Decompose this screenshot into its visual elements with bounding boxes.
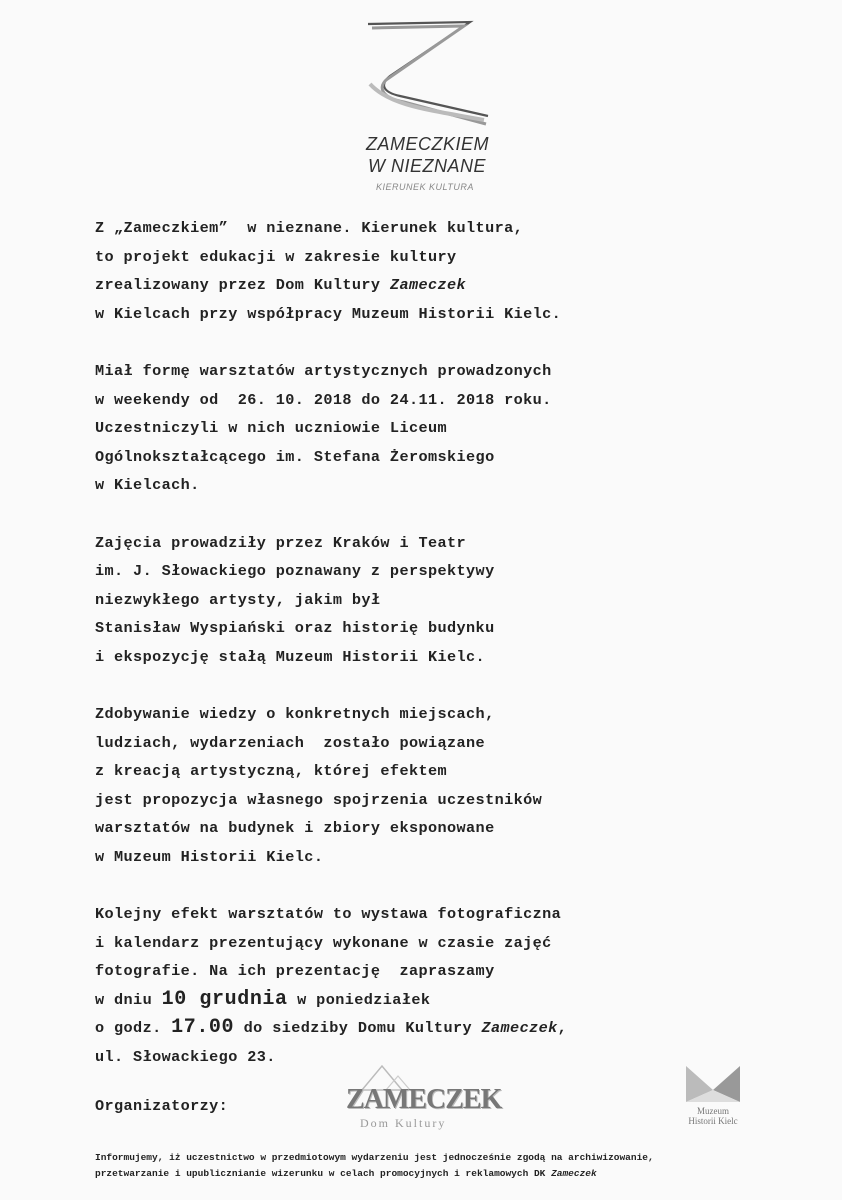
museum-logo-line-1: Muzeum xyxy=(697,1106,729,1116)
paragraph-3 xyxy=(95,529,795,672)
text-line: z kreacją artystyczną, której efektem xyxy=(95,762,448,780)
text-line: niezwykłego artysty, jakim był xyxy=(95,590,381,609)
logo-line-2: W NIEZNANE xyxy=(368,156,487,176)
italic-name: Zameczek xyxy=(481,1019,558,1037)
text-line: Kolejny efekt warsztatów to wystawa fotograficzna xyxy=(95,905,562,923)
text-line: to projekt edukacji w zakresie kultury xyxy=(95,247,457,266)
text-segment: , xyxy=(557,1019,568,1037)
text-line: im. J. Słowackiego poznawany z perspektywy xyxy=(95,562,495,580)
museum-logo-line-2: Historii Kielc xyxy=(688,1116,738,1126)
text-line: ludziach, wydarzeniach zostało powiązane xyxy=(95,733,486,752)
text-line: w weekendy od 26. 10. 2018 do 24.11. 2018 roku. xyxy=(95,390,552,409)
text-line: w Muzeum Historii Kielc. xyxy=(95,847,324,866)
logo-line-1: ZAMECZKIEM xyxy=(366,134,490,154)
text-line: fotografie. Na ich prezentację zapraszamy xyxy=(95,962,495,980)
paragraph-2 xyxy=(95,357,795,500)
text-line: Uczestniczyli w nich uczniowie Liceum xyxy=(95,419,448,437)
text-segment: do siedziby Domu Kultury xyxy=(234,1019,482,1037)
text-segment: w dniu xyxy=(95,990,162,1009)
museum-m-icon xyxy=(678,1060,748,1104)
zameczek-logo-subtitle: Dom Kultury xyxy=(360,1116,447,1130)
text-line: w Kielcach przy współpracy Muzeum Historii Kielc. xyxy=(95,304,562,323)
event-time-line xyxy=(95,1014,795,1043)
text-line: i kalendarz prezentujący wykonane w czasie zajęć xyxy=(95,933,552,952)
text-line: Zajęcia prowadziły przez Kraków i Teatr xyxy=(95,533,467,552)
text-line xyxy=(95,271,795,300)
italic-name: Zameczek xyxy=(389,276,467,294)
text-line: Z „Zameczkiem” w nieznane. Kierunek kultura, xyxy=(95,219,524,237)
zameczek-logo xyxy=(342,1062,502,1142)
text-line: warsztatów na budynek i zbiory eksponowane xyxy=(95,819,495,837)
logo-tagline: KIERUNEK KULTURA xyxy=(376,182,474,192)
paragraph-invitation xyxy=(95,900,795,1071)
event-time: 17.00 xyxy=(171,1016,235,1039)
text-line: Ogólnokształcącego im. Stefana Żeromskiego xyxy=(95,447,495,466)
zameczek-logo-name: ZAMECZEK xyxy=(346,1084,502,1115)
event-date-line xyxy=(95,986,795,1015)
footnote-line-2 xyxy=(95,1166,815,1182)
text-segment: zrealizowany przez Dom Kultury xyxy=(95,276,390,294)
event-date: 10 grudnia xyxy=(161,987,288,1011)
text-segment: przetwarzanie i upublicznianie wizerunku w celach promocyjnych i reklamowych DK xyxy=(95,1168,552,1179)
museum-logo xyxy=(678,1060,748,1140)
consent-footnote xyxy=(95,1150,815,1182)
italic-name: Zameczek xyxy=(551,1168,597,1179)
text-segment: o godz. xyxy=(95,1019,172,1037)
footnote-line-1: Informujemy, iż uczestnictwo w przedmiotowym wydarzeniu jest jednocześnie zgodą na archiwizowanie, xyxy=(95,1152,654,1163)
event-address: ul. Słowackiego 23. xyxy=(95,1047,276,1066)
organizers-label: Organizatorzy: xyxy=(95,1097,229,1115)
project-logo xyxy=(340,14,510,194)
text-line: i ekspozycję stałą Muzeum Historii Kielc. xyxy=(95,647,486,666)
z-ribbon-icon xyxy=(360,14,490,132)
text-line: Miał formę warsztatów artystycznych prowadzonych xyxy=(95,362,552,380)
paragraph-4 xyxy=(95,700,795,871)
text-line: jest propozycja własnego spojrzenia uczestników xyxy=(95,790,543,809)
text-line: w Kielcach. xyxy=(95,476,200,494)
text-segment: w poniedziałek xyxy=(287,990,431,1009)
body-text xyxy=(95,214,795,1100)
text-line: Zdobywanie wiedzy o konkretnych miejscach, xyxy=(95,705,495,723)
paragraph-1 xyxy=(95,214,795,328)
text-line: Stanisław Wyspiański oraz historię budynku xyxy=(95,619,495,637)
